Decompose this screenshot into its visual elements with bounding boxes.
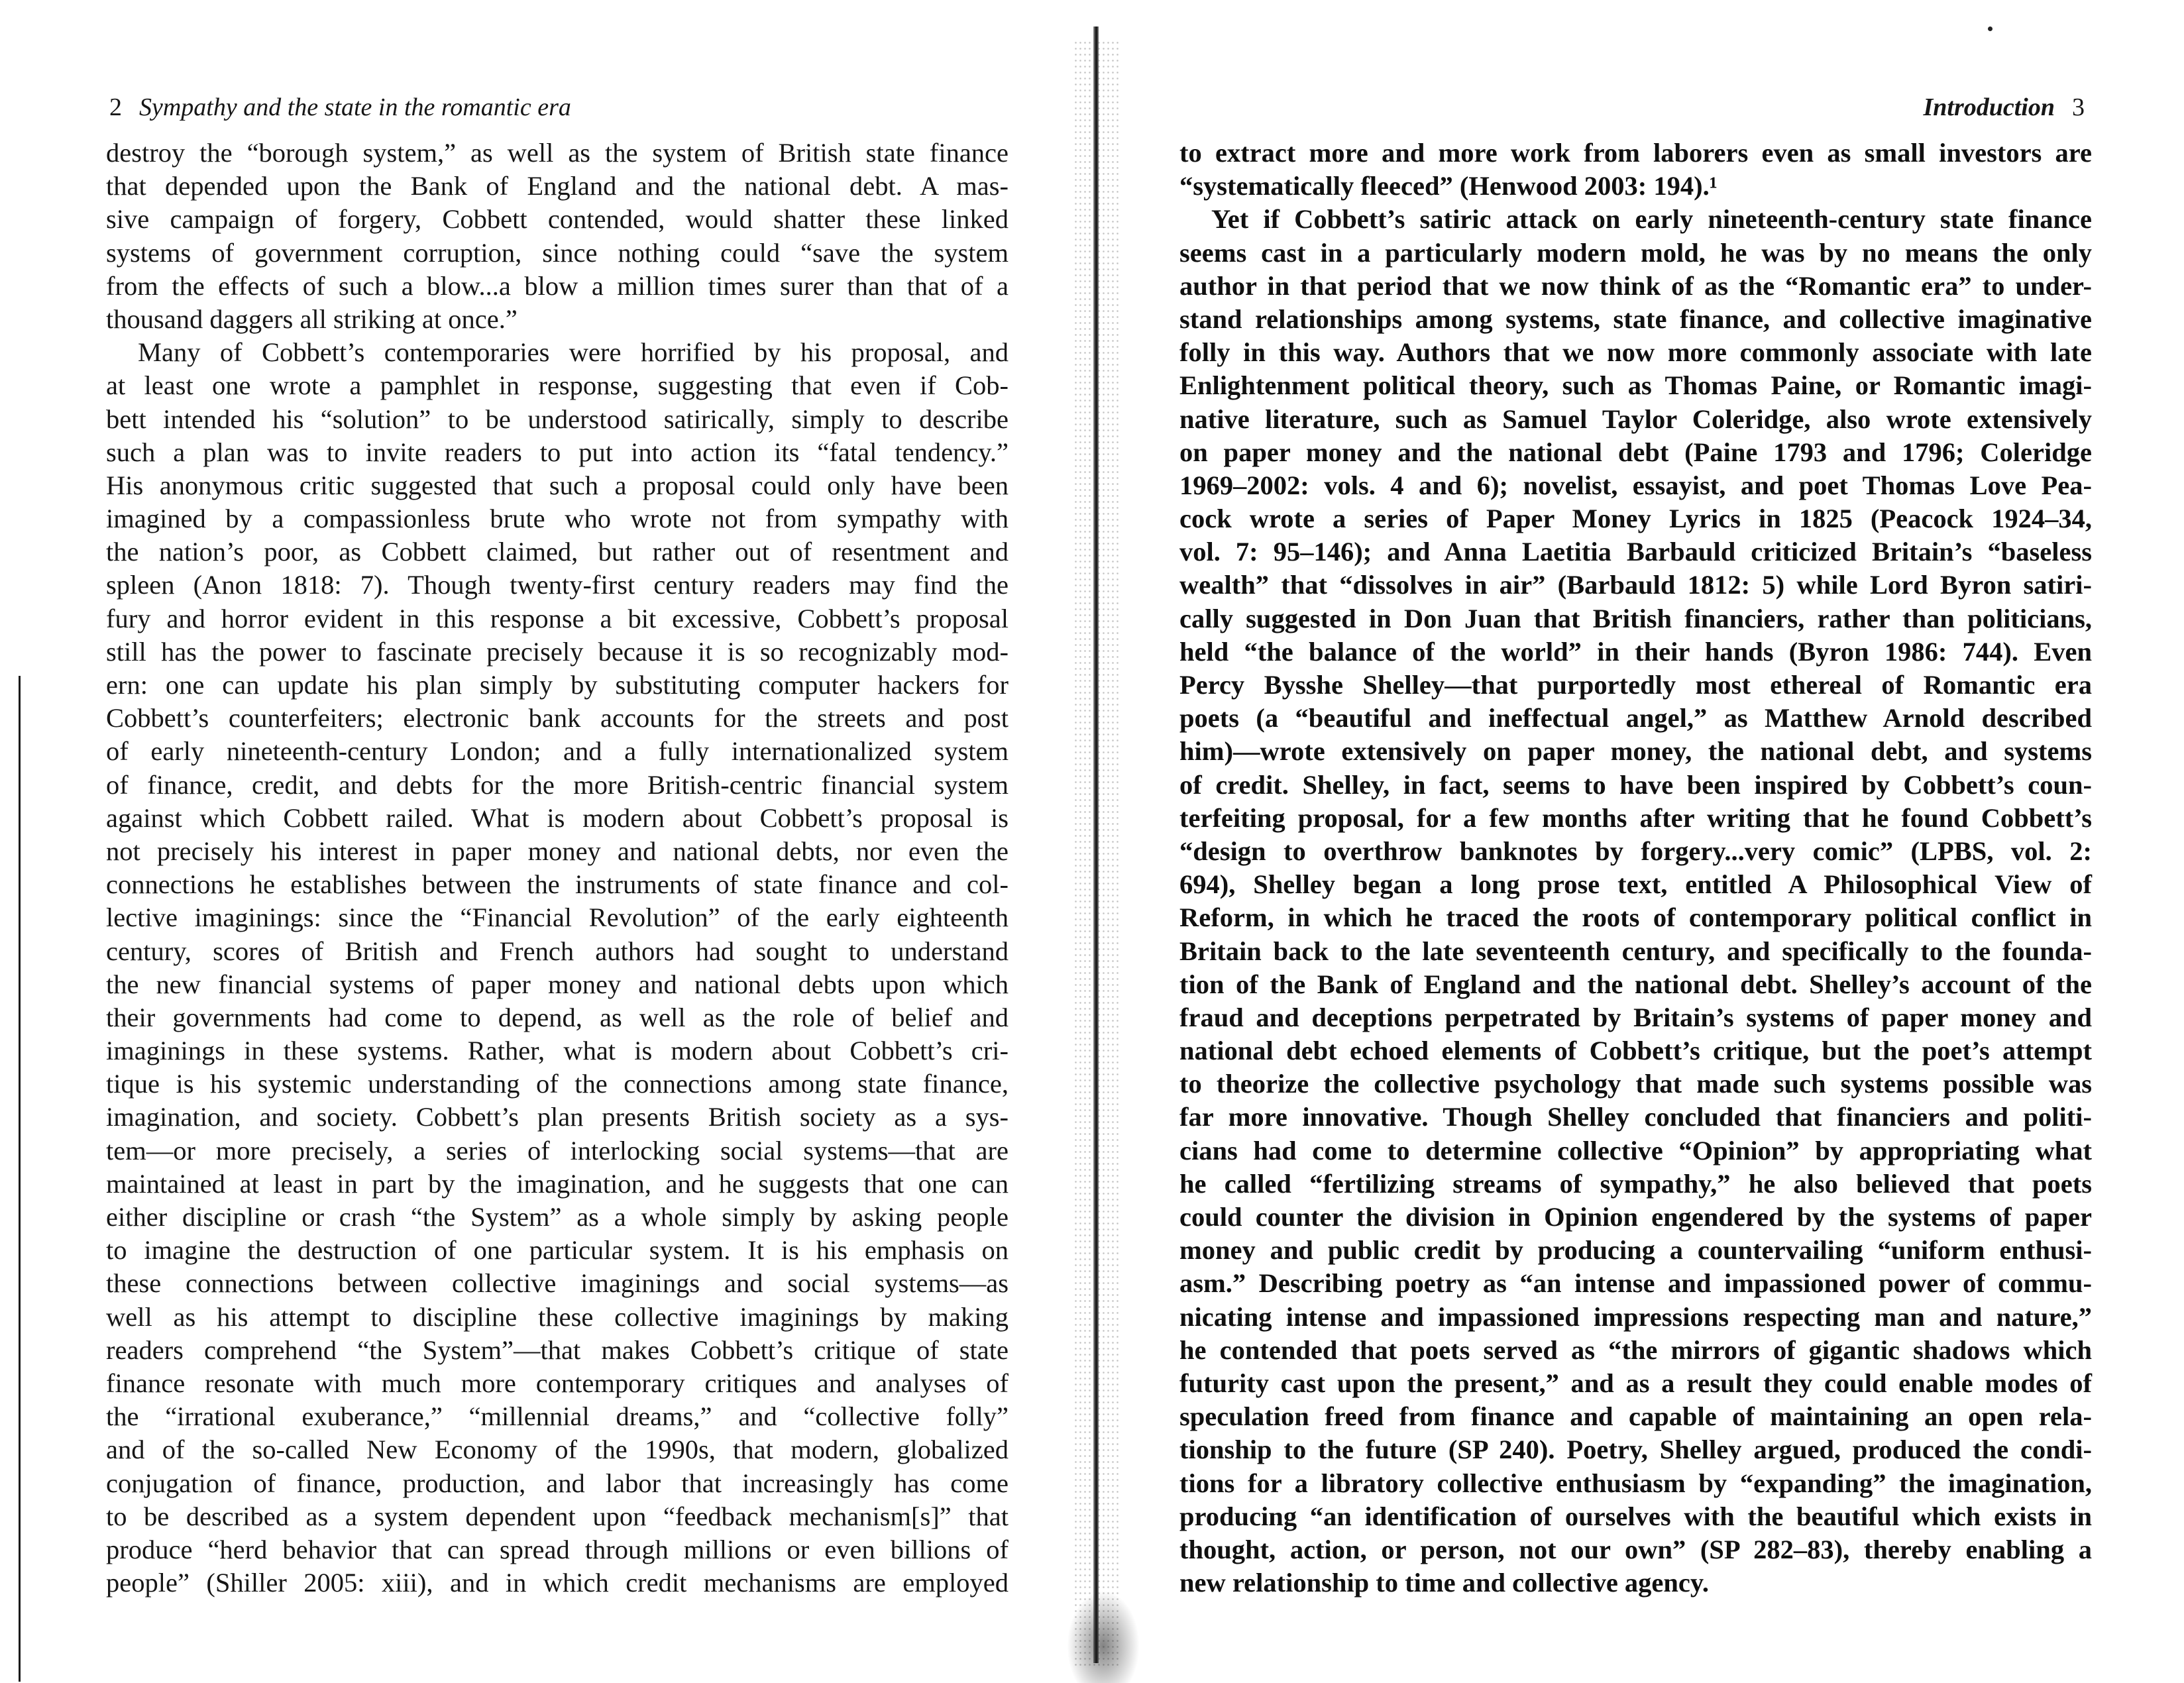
- text-line: tion of the Bank of England and the national debt. Shelley’s account of the: [1179, 969, 2092, 999]
- text-line: futurity cast upon the present,” and as a result they could enable modes of: [1179, 1368, 2092, 1398]
- text-line: the new financial systems of paper money and national debts upon which: [106, 969, 1009, 999]
- text-line: to imagine the destruction of one particular system. It is his emphasis on: [106, 1235, 1009, 1266]
- text-line: imaginings in these systems. Rather, what is modern about Cobbett’s cri-: [106, 1036, 1009, 1066]
- text-line: such a plan was to invite readers to put into action its “fatal tendency.”: [106, 437, 1009, 467]
- text-line: to theorize the collective psychology that made such systems possible was: [1179, 1069, 2092, 1099]
- text-line: readers comprehend “the System”—that makes Cobbett’s critique of state: [106, 1334, 1009, 1365]
- text-line: of credit. Shelley, in fact, seems to have been inspired by Cobbett’s coun-: [1179, 769, 2092, 800]
- right-page: [1126, 0, 2184, 1682]
- text-line: sive campaign of forgery, Cobbett contended, would shatter these linked: [106, 204, 1009, 235]
- text-line: cally suggested in Don Juan that British financiers, rather than politicians,: [1179, 603, 2092, 633]
- left-page: [0, 0, 1060, 1682]
- text-line: against which Cobbett railed. What is modern about Cobbett’s proposal is: [106, 802, 1009, 833]
- text-line: tique is his systemic understanding of the connections among state finance,: [106, 1069, 1009, 1099]
- text-line: that depended upon the Bank of England and the national debt. A mas-: [106, 171, 1009, 201]
- text-line: lective imaginings: since the “Financial Revolution” of the early eighteenth: [106, 902, 1009, 933]
- text-line: their governments had come to depend, as well as the role of belief and: [106, 1002, 1009, 1032]
- text-line: of early nineteenth-century London; and a fully internationalized system: [106, 736, 1009, 767]
- text-line: of finance, credit, and debts for the more British-centric financial system: [106, 769, 1009, 800]
- text-line: at least one wrote a pamphlet in response, suggesting that even if Cob-: [106, 370, 1009, 401]
- text-line: nicating intense and impassioned impressions respecting man and nature,”: [1179, 1301, 2092, 1332]
- text-line: produce “herd behavior that can spread through millions or even billions of: [106, 1534, 1009, 1564]
- text-line: wealth” that “dissolves in air” (Barbauld 1812: 5) while Lord Byron satiri-: [1179, 570, 2092, 600]
- text-line: Britain back to the late seventeenth century, and specifically to the founda-: [1179, 936, 2092, 966]
- text-line: fraud and deceptions perpetrated by Britain’s systems of paper money and: [1179, 1002, 2092, 1032]
- running-title: Introduction: [1923, 93, 2055, 121]
- text-line: fury and horror evident in this response a bit excessive, Cobbett’s proposal: [106, 603, 1009, 633]
- text-line: tions for a libratory collective enthusiasm by “expanding” the imagination,: [1179, 1468, 2092, 1498]
- text-line: and of the so-called New Economy of the 1990s, that modern, globalized: [106, 1435, 1009, 1465]
- text-line: thought, action, or person, not our own” (SP 282–83), thereby enabling a: [1179, 1534, 2092, 1564]
- text-line: national debt echoed elements of Cobbett’s critique, but the poet’s attempt: [1179, 1036, 2092, 1066]
- text-line: conjugation of finance, production, and labor that increasingly has come: [106, 1468, 1009, 1498]
- text-line: these connections between collective imaginings and social systems—as: [106, 1268, 1009, 1299]
- text-line: poets (a “beautiful and ineffectual angel,” as Matthew Arnold described: [1179, 703, 2092, 733]
- text-line: “design to overthrow banknotes by forgery...very comic” (LPBS, vol. 2:: [1179, 836, 2092, 866]
- text-line: to be described as a system dependent upon “feedback mechanism[s]” that: [106, 1501, 1009, 1531]
- left-running-head: [109, 91, 571, 123]
- text-line: asm.” Describing poetry as “an intense and impassioned power of commu-: [1179, 1268, 2092, 1299]
- text-line: he called “fertilizing streams of sympathy,” he also believed that poets: [1179, 1168, 2092, 1199]
- text-line: from the effects of such a blow...a blow a million times surer than that of a: [106, 270, 1009, 301]
- text-line: tionship to the future (SP 240). Poetry, Shelley argued, produced the condi-: [1179, 1435, 2092, 1465]
- text-line: Reform, in which he traced the roots of contemporary political conflict in: [1179, 902, 2092, 933]
- text-line: he contended that poets served as “the mirrors of gigantic shadows which: [1179, 1334, 2092, 1365]
- text-line: people” (Shiller 2005: xiii), and in which credit mechanisms are employed: [106, 1568, 1009, 1598]
- text-line: well as his attempt to discipline these collective imaginings by making: [106, 1301, 1009, 1332]
- text-line: the “irrational exuberance,” “millennial dreams,” and “collective folly”: [106, 1401, 1009, 1432]
- text-line: native literature, such as Samuel Taylor Coleridge, also wrote extensively: [1179, 404, 2092, 434]
- text-line: to extract more and more work from laborers even as small investors are: [1179, 138, 2092, 168]
- text-line: terfeiting proposal, for a few months after writing that he found Cobbett’s: [1179, 802, 2092, 833]
- text-line: Percy Bysshe Shelley—that purportedly most ethereal of Romantic era: [1179, 670, 2092, 700]
- text-line: far more innovative. Though Shelley concluded that financiers and politi-: [1179, 1102, 2092, 1132]
- text-line: maintained at least in part by the imagination, and he suggests that one can: [106, 1168, 1009, 1199]
- text-line: the nation’s poor, as Cobbett claimed, but rather out of resentment and: [106, 537, 1009, 567]
- text-line: His anonymous critic suggested that such a proposal could only have been: [106, 470, 1009, 500]
- text-line: 1969–2002: vols. 4 and 6); novelist, essayist, and poet Thomas Love Pea-: [1179, 470, 2092, 500]
- gutter-spine-line: [1093, 27, 1099, 1663]
- page-number: 3: [2072, 93, 2085, 121]
- right-running-head: [1923, 91, 2085, 123]
- text-line: folly in this way. Authors that we now more commonly associate with late: [1179, 337, 2092, 368]
- page-number: 2: [109, 93, 122, 121]
- text-line: speculation freed from finance and capable of maintaining an open rela-: [1179, 1401, 2092, 1432]
- text-line: Many of Cobbett’s contemporaries were horrified by his proposal, and: [138, 337, 1009, 368]
- text-line: stand relationships among systems, state finance, and collective imaginative: [1179, 303, 2092, 334]
- text-line: 694), Shelley began a long prose text, entitled A Philosophical View of: [1179, 869, 2092, 900]
- left-body-text: [106, 136, 1009, 1600]
- text-line: finance resonate with much more contemporary critiques and analyses of: [106, 1368, 1009, 1398]
- text-line: imagined by a compassionless brute who wrote not from sympathy with: [106, 504, 1009, 534]
- text-line: either discipline or crash “the System” as a whole simply by asking people: [106, 1202, 1009, 1232]
- text-line: connections he establishes between the instruments of state finance and col-: [106, 869, 1009, 900]
- text-line: could counter the division in Opinion engendered by the systems of paper: [1179, 1202, 2092, 1232]
- text-line: him)—wrote extensively on paper money, the national debt, and systems: [1179, 736, 2092, 767]
- text-line: vol. 7: 95–146); and Anna Laetitia Barbauld criticized Britain’s “baseless: [1179, 537, 2092, 567]
- text-line: producing “an identification of ourselves with the beautiful which exists in: [1179, 1501, 2092, 1531]
- text-line: Enlightenment political theory, such as Thomas Paine, or Romantic imagi-: [1179, 370, 2092, 401]
- text-line: century, scores of British and French authors had sought to understand: [106, 936, 1009, 966]
- text-line: author in that period that we now think of as the “Romantic era” to under-: [1179, 270, 2092, 301]
- text-line: Yet if Cobbett’s satiric attack on early nineteenth-century state finance: [1211, 204, 2092, 235]
- text-line: thousand daggers all striking at once.”: [106, 303, 518, 334]
- right-body-text: [1179, 136, 2092, 1600]
- text-line: bett intended his “solution” to be understood satirically, simply to describe: [106, 404, 1009, 434]
- text-line: cians had come to determine collective “Opinion” by appropriating what: [1179, 1135, 2092, 1166]
- text-line: “systematically fleeced” (Henwood 2003: 194).¹: [1179, 171, 1718, 201]
- text-line: tem—or more precisely, a series of interlocking social systems—that are: [106, 1135, 1009, 1166]
- text-line: cock wrote a series of Paper Money Lyrics in 1825 (Peacock 1924–34,: [1179, 504, 2092, 534]
- text-line: Cobbett’s counterfeiters; electronic bank accounts for the streets and post: [106, 703, 1009, 733]
- text-line: money and public credit by producing a countervailing “uniform enthusi-: [1179, 1235, 2092, 1266]
- text-line: still has the power to fascinate precisely because it is so recognizably mod-: [106, 636, 1009, 667]
- running-title: Sympathy and the state in the romantic era: [139, 93, 571, 121]
- text-line: systems of government corruption, since nothing could “save the system: [106, 237, 1009, 268]
- text-line: seems cast in a particularly modern mold, he was by no means the only: [1179, 237, 2092, 268]
- text-line: on paper money and the national debt (Paine 1793 and 1796; Coleridge: [1179, 437, 2092, 467]
- text-line: not precisely his interest in paper money and national debts, nor even the: [106, 836, 1009, 866]
- text-line: spleen (Anon 1818: 7). Though twenty-first century readers may find the: [106, 570, 1009, 600]
- text-line: ern: one can update his plan simply by substituting computer hackers for: [106, 670, 1009, 700]
- text-line: destroy the “borough system,” as well as the system of British state finance: [106, 138, 1009, 168]
- text-line: new relationship to time and collective agency.: [1179, 1568, 1710, 1598]
- text-line: imagination, and society. Cobbett’s plan presents British society as a sys-: [106, 1102, 1009, 1132]
- text-line: held “the balance of the world” in their hands (Byron 1986: 744). Even: [1179, 636, 2092, 667]
